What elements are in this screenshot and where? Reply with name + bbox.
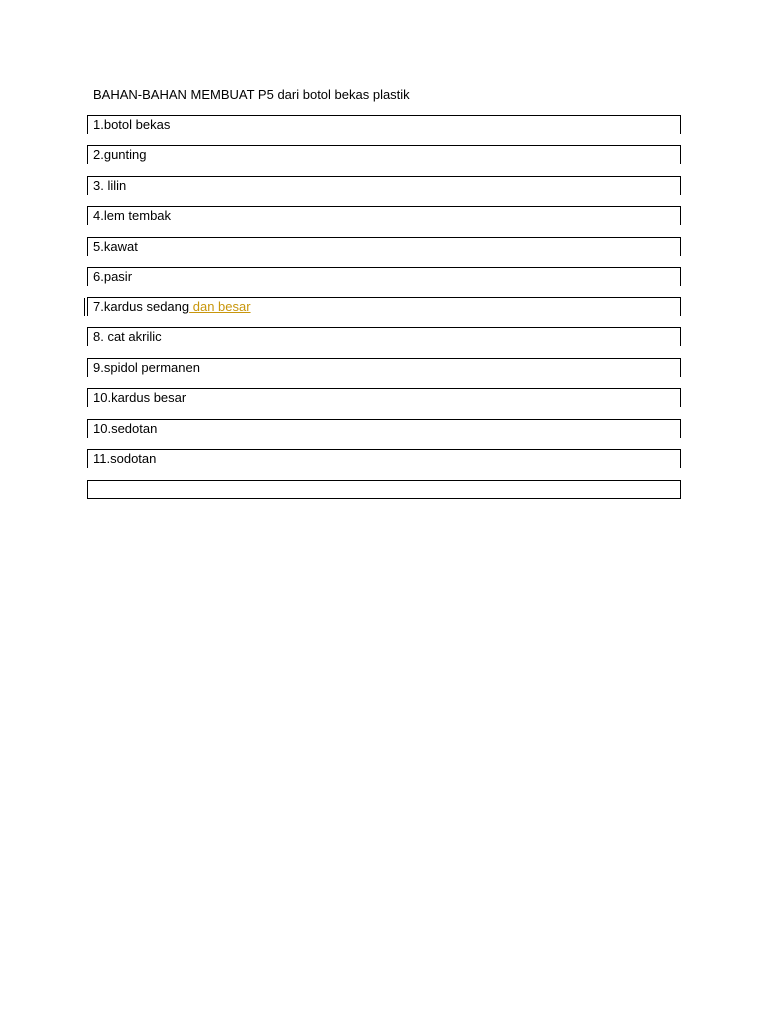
list-item[interactable] (87, 419, 681, 438)
list-item-text: 6.pasir (93, 269, 133, 284)
document-title: BAHAN-BAHAN MEMBUAT P5 dari botol bekas plastik (93, 87, 410, 102)
list-item-text-original: 7.kardus sedang (93, 299, 190, 314)
list-item-text: 8. cat akrilic (93, 329, 162, 344)
list-item-text: 9.spidol permanen (93, 360, 200, 375)
list-item[interactable] (87, 327, 681, 346)
list-item[interactable] (87, 449, 681, 468)
list-item-text: 4.lem tembak (93, 208, 172, 223)
change-bar-marker (84, 298, 85, 316)
list-item-text: 11.sodotan (93, 451, 157, 466)
list-item[interactable] (87, 115, 681, 134)
list-item-text: 3. lilin (93, 178, 127, 193)
list-item[interactable] (87, 237, 681, 256)
list-item-text: 10.sedotan (93, 421, 158, 436)
list-item[interactable] (87, 267, 681, 286)
list-item-text: 5.kawat (93, 239, 138, 254)
list-item[interactable] (87, 388, 681, 407)
list-item[interactable] (87, 358, 681, 377)
tracked-insertion-text[interactable]: dan besar (189, 299, 251, 314)
list-item[interactable] (87, 297, 681, 316)
list-item[interactable] (87, 206, 681, 225)
list-item-text: 10.kardus besar (93, 390, 187, 405)
list-item-text (93, 299, 251, 315)
list-item-empty[interactable] (87, 480, 681, 499)
list-item[interactable] (87, 145, 681, 164)
list-item[interactable] (87, 176, 681, 195)
list-item-text: 1.botol bekas (93, 117, 171, 132)
list-item-text: 2.gunting (93, 147, 147, 162)
